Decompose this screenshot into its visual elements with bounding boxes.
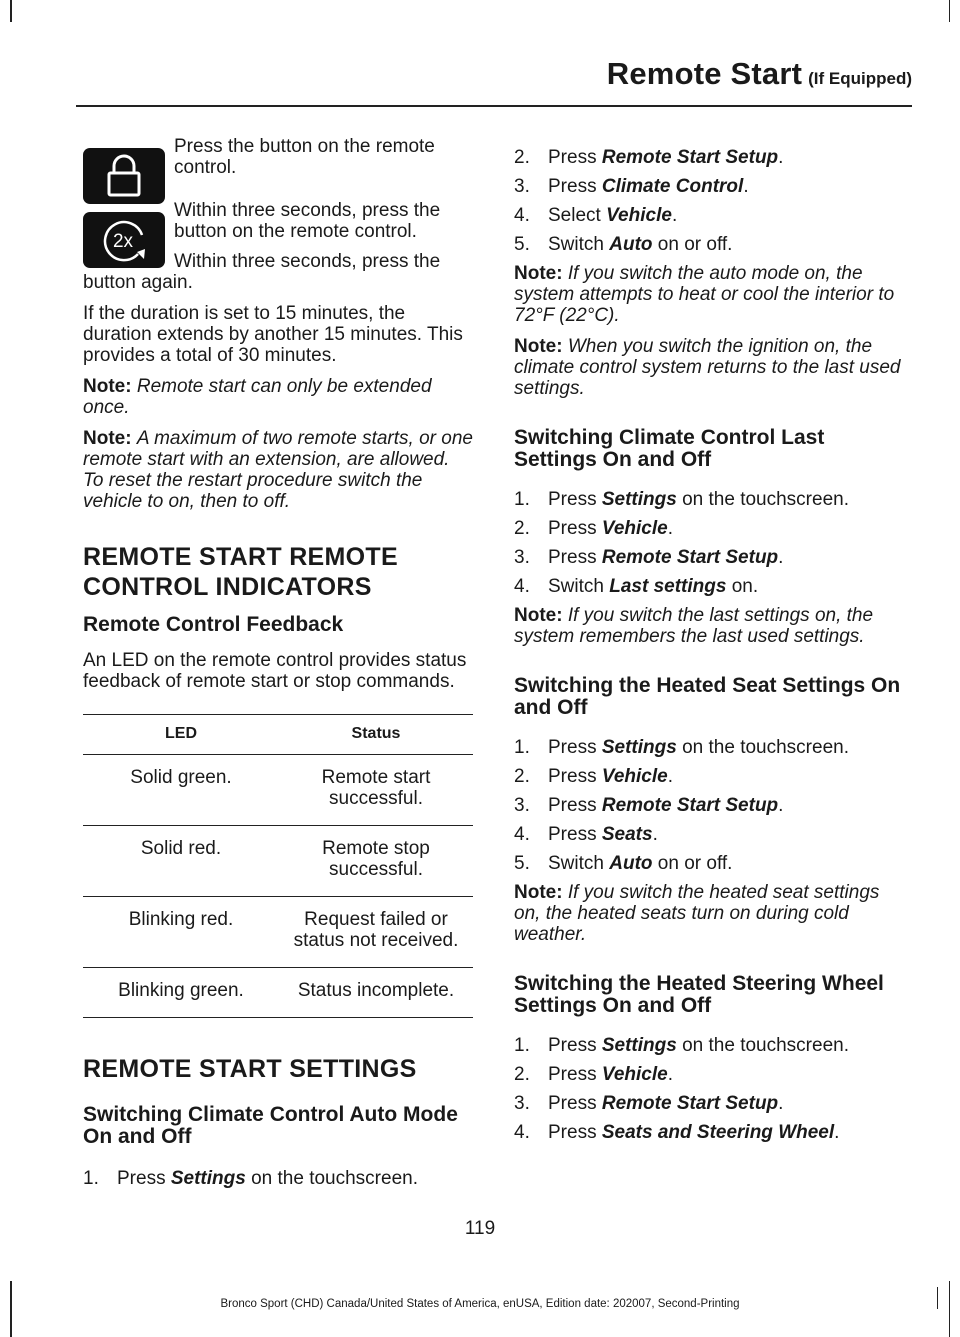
step-emphasis: Remote Start Setup <box>601 547 779 568</box>
step-emphasis: Settings <box>601 737 677 758</box>
step-emphasis: Seats <box>601 824 653 845</box>
list-item <box>514 1093 910 1114</box>
step-emphasis: Vehicle <box>601 518 668 539</box>
step-text: Press <box>548 147 602 168</box>
step-list <box>514 1035 910 1143</box>
step-number: 4. <box>514 824 530 845</box>
lock-icon <box>83 148 165 204</box>
heading-line: CONTROL INDICATORS <box>83 573 372 601</box>
table-header-row <box>83 715 473 755</box>
note-text: When you switch the ignition on, the climate control system returns to the last used settings. <box>514 336 901 399</box>
step-text: Press <box>548 1064 602 1085</box>
list-item <box>514 1064 910 1085</box>
paragraph: Within three seconds, press the button on the remote control. <box>174 200 441 242</box>
step-emphasis: Seats and Steering Wheel <box>601 1122 835 1143</box>
led-status-table <box>83 714 473 1018</box>
paragraph: If the duration is set to 15 minutes, the duration extends by another 15 minutes. This provides a total of 30 minutes. <box>83 303 463 366</box>
step-text: . <box>778 547 784 568</box>
step-number: 1. <box>83 1168 99 1189</box>
table-cell: Blinking red. <box>83 897 279 968</box>
right-column <box>514 147 910 1151</box>
step-text: . <box>778 795 784 816</box>
note-text: If you switch the auto mode on, the system attempts to heat or cool the interior to 72°F (22°C). <box>514 263 895 326</box>
section-heading: REMOTE START SETTINGS <box>83 1055 417 1083</box>
step-text: Press <box>548 518 602 539</box>
step-emphasis: Vehicle <box>601 766 668 787</box>
subsection-heading: Switching the Heated Steering Wheel Settings On and Off <box>514 972 884 1017</box>
step-emphasis: Auto <box>609 853 653 874</box>
step-emphasis: Climate Control <box>601 176 744 197</box>
table-row <box>83 968 473 1018</box>
step-text: Press <box>548 795 602 816</box>
step-emphasis: Auto <box>609 234 653 255</box>
subsection-heading: Switching Climate Control Auto Mode On and Off <box>83 1103 458 1148</box>
list-item <box>514 576 910 597</box>
note-label: Note: <box>514 882 563 903</box>
list-item <box>514 795 910 816</box>
press-twice-icon <box>83 212 165 268</box>
step-number: 1. <box>514 737 530 758</box>
list-item <box>514 489 910 510</box>
step-text: on or off. <box>652 853 733 874</box>
page-footer: Bronco Sport (CHD) Canada/United States of America, enUSA, Edition date: 202007, Second-Printing <box>220 1298 740 1310</box>
page-header <box>0 56 912 92</box>
subsection-heading: Switching Climate Control Last Settings On and Off <box>514 426 825 471</box>
step-list <box>514 147 910 255</box>
table-row <box>83 897 473 968</box>
step-text: on. <box>726 576 759 597</box>
step-number: 5. <box>514 853 530 874</box>
note-label: Note: <box>83 376 132 397</box>
step-emphasis: Settings <box>170 1168 246 1189</box>
note-text: If you switch the last settings on, the system remembers the last used settings. <box>514 605 874 647</box>
note <box>83 428 473 512</box>
step-number: 4. <box>514 576 530 597</box>
press-twice-label: 2x <box>112 231 134 252</box>
step-text: . <box>667 518 673 539</box>
step-text: Press <box>548 737 602 758</box>
page-subtitle: (If Equipped) <box>808 69 912 88</box>
list-item <box>514 766 910 787</box>
step-emphasis: Remote Start Setup <box>601 147 779 168</box>
table-cell: Remote stop successful. <box>279 826 473 897</box>
step-list <box>83 1168 473 1189</box>
step-text: on the touchscreen. <box>676 1035 849 1056</box>
note-label: Note: <box>83 428 132 449</box>
step-text: Press <box>117 1168 171 1189</box>
paragraph: An LED on the remote control provides status feedback of remote start or stop commands. <box>83 650 467 692</box>
step-emphasis: Remote Start Setup <box>601 795 779 816</box>
table-cell: Status incomplete. <box>279 968 473 1018</box>
note <box>83 376 473 418</box>
table-header: LED <box>83 715 279 755</box>
step-text: Switch <box>548 853 610 874</box>
note-text: Remote start can only be extended once. <box>83 376 432 418</box>
table-cell: Solid green. <box>83 755 279 826</box>
step-number: 1. <box>514 1035 530 1056</box>
subsection-heading: Switching the Heated Seat Settings On and Off <box>514 674 901 719</box>
step-emphasis: Remote Start Setup <box>601 1093 779 1114</box>
table-cell: Solid red. <box>83 826 279 897</box>
step-text: on the touchscreen. <box>676 489 849 510</box>
list-item <box>83 1168 473 1189</box>
list-item <box>514 737 910 758</box>
step-number: 4. <box>514 205 530 226</box>
table-cell: Request failed or status not received. <box>279 897 473 968</box>
table-row <box>83 755 473 826</box>
step-text: Press <box>548 176 602 197</box>
section-heading <box>83 542 473 602</box>
subsection-heading: Remote Control Feedback <box>83 613 344 636</box>
left-column <box>83 136 473 1197</box>
step-text: . <box>778 1093 784 1114</box>
step-text: on or off. <box>652 234 733 255</box>
step-text: Press <box>548 1122 602 1143</box>
step-number: 3. <box>514 547 530 568</box>
step-text: . <box>671 205 678 226</box>
step-list <box>514 737 910 874</box>
paragraph: Press the button on the remote control. <box>174 136 435 178</box>
step-text: . <box>667 766 673 787</box>
header-divider <box>76 105 912 107</box>
step-number: 3. <box>514 795 530 816</box>
note <box>514 263 910 326</box>
table-header: Status <box>279 715 473 755</box>
note-label: Note: <box>514 336 563 357</box>
step-emphasis: Last settings <box>609 576 727 597</box>
note-text: A maximum of two remote starts, or one remote start with an extension, are allowed. To reset the restart procedure switch the vehicle to on, then to off. <box>83 428 473 512</box>
list-item <box>514 824 910 845</box>
step-text: on the touchscreen. <box>676 737 849 758</box>
step-number: 1. <box>514 489 530 510</box>
crop-mark <box>10 0 12 22</box>
step-emphasis: Vehicle <box>606 205 672 226</box>
step-text: . <box>667 1064 673 1085</box>
step-text: Press <box>548 766 602 787</box>
step-number: 2. <box>514 147 530 168</box>
step-text: on the touchscreen. <box>245 1168 418 1189</box>
table-row <box>83 826 473 897</box>
list-item <box>514 234 910 255</box>
list-item <box>514 205 910 226</box>
heading-line: REMOTE START REMOTE <box>83 543 398 571</box>
step-number: 3. <box>514 1093 530 1114</box>
list-item <box>514 1122 910 1143</box>
note-label: Note: <box>514 605 563 626</box>
step-text: Press <box>548 824 602 845</box>
page-number: 119 <box>464 1218 496 1239</box>
step-emphasis: Settings <box>601 1035 677 1056</box>
step-number: 2. <box>514 518 530 539</box>
step-number: 3. <box>514 176 530 197</box>
step-text: Switch <box>548 576 610 597</box>
list-item <box>514 518 910 539</box>
step-number: 2. <box>514 1064 530 1085</box>
table-cell: Blinking green. <box>83 968 279 1018</box>
step-number: 2. <box>514 766 530 787</box>
step-text: Select <box>548 205 607 226</box>
step-text: Press <box>548 1035 602 1056</box>
step-text: . <box>834 1122 840 1143</box>
note <box>514 336 910 399</box>
list-item <box>514 547 910 568</box>
note <box>514 605 910 647</box>
step-text: . <box>743 176 749 197</box>
list-item <box>514 147 910 168</box>
note-text: If you switch the heated seat settings on, the heated seats turn on during cold weather. <box>514 882 880 945</box>
crop-mark <box>949 0 951 22</box>
step-number: 4. <box>514 1122 530 1143</box>
paragraph-line: Within three seconds, press the <box>174 251 441 272</box>
step-text: . <box>778 147 784 168</box>
step-text: Press <box>548 489 602 510</box>
note-label: Note: <box>514 263 563 284</box>
step-list <box>514 489 910 597</box>
step-emphasis: Vehicle <box>601 1064 668 1085</box>
step-emphasis: Settings <box>601 489 677 510</box>
table-cell: Remote start successful. <box>279 755 473 826</box>
list-item <box>514 853 910 874</box>
step-text: . <box>652 824 658 845</box>
paragraph-line: button again. <box>83 272 193 293</box>
list-item <box>514 176 910 197</box>
step-text: Press <box>548 547 602 568</box>
note <box>514 882 910 945</box>
page-title: Remote Start <box>606 56 803 91</box>
step-text: Switch <box>548 234 610 255</box>
list-item <box>514 1035 910 1056</box>
step-number: 5. <box>514 234 530 255</box>
step-text: Press <box>548 1093 602 1114</box>
